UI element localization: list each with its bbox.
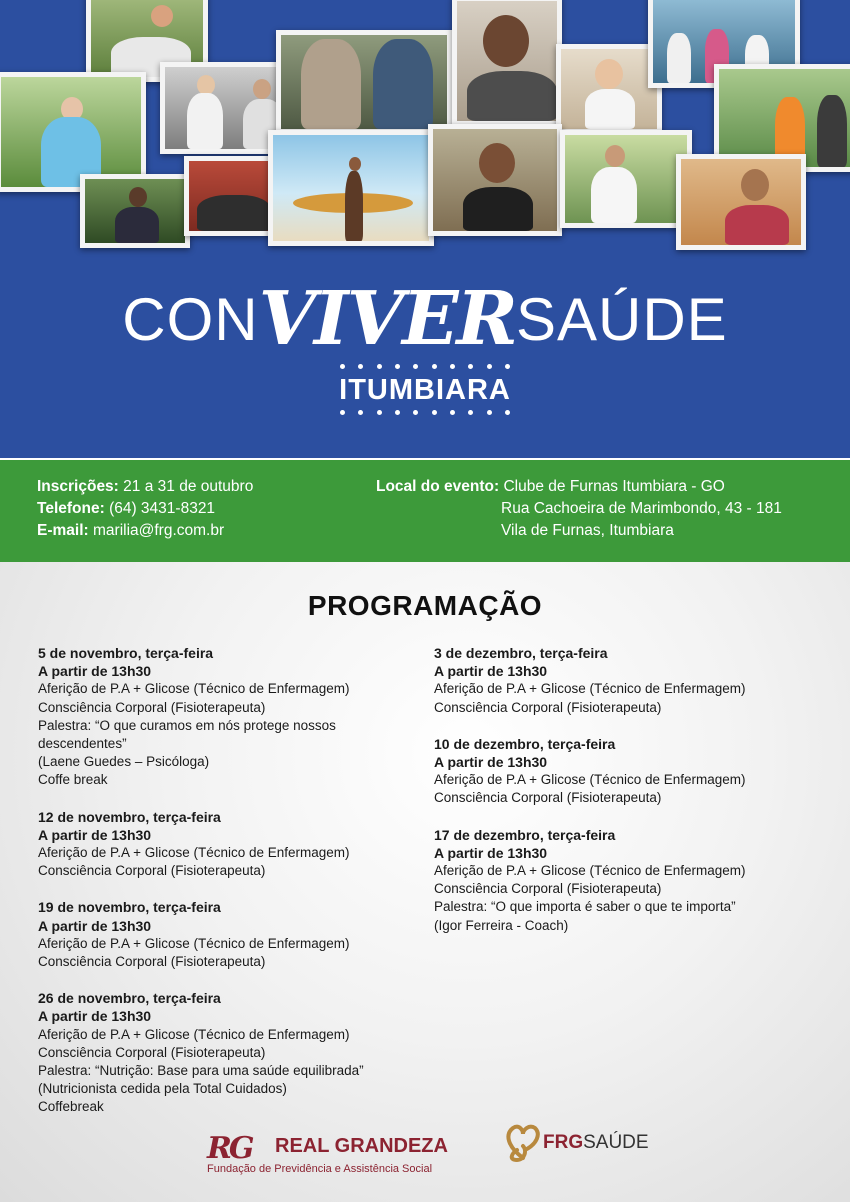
session-time: A partir de 13h30 xyxy=(38,917,152,934)
program-session xyxy=(434,644,814,717)
program-section xyxy=(0,562,850,1202)
session-time: A partir de 13h30 xyxy=(38,1008,152,1025)
program-session xyxy=(38,989,418,1116)
venue-address: Rua Cachoeira de Marimbondo, 43 - 181 xyxy=(501,500,782,517)
session-activity: (Nutricionista cedida pela Total Cuidados) xyxy=(38,1081,287,1097)
photo-man-arms-up xyxy=(80,174,190,248)
session-time: A partir de 13h30 xyxy=(38,663,152,680)
session-activity: Consciência Corporal (Fisioterapeuta) xyxy=(434,790,662,806)
title-suffix: SAÚDE xyxy=(515,286,728,353)
session-activity: Aferição de P.A + Glicose (Técnico de Enfermagem) xyxy=(434,681,746,697)
phone-label: Telefone: xyxy=(37,500,105,517)
program-session xyxy=(434,735,814,808)
frg-rest: SAÚDE xyxy=(583,1132,649,1153)
phone-line xyxy=(37,500,215,518)
session-date: 12 de novembro, terça-feira xyxy=(38,808,221,825)
photo-couple-hands xyxy=(276,30,452,134)
photo-woman-drinking xyxy=(676,154,806,250)
session-activity: Consciência Corporal (Fisioterapeuta) xyxy=(434,699,662,715)
dots-divider-top xyxy=(340,364,510,372)
venue-line-1 xyxy=(376,478,725,496)
email-link[interactable]: marilia@frg.com.br xyxy=(93,522,225,539)
session-time: A partir de 13h30 xyxy=(434,754,548,771)
session-activity: Aferição de P.A + Glicose (Técnico de Enfermagem) xyxy=(434,863,746,879)
dots-divider-bottom xyxy=(340,410,510,418)
program-column-left xyxy=(38,644,418,1135)
session-activity: Coffe break xyxy=(38,772,108,788)
session-activity: Aferição de P.A + Glicose (Técnico de Enfermagem) xyxy=(38,681,350,697)
photo-smiling-man xyxy=(452,0,562,126)
session-date: 26 de novembro, terça-feira xyxy=(38,990,221,1007)
photo-surfer xyxy=(268,130,434,246)
frg-bold: FRG xyxy=(543,1132,584,1153)
session-activity: Consciência Corporal (Fisioterapeuta) xyxy=(38,1044,266,1060)
session-date: 5 de novembro, terça-feira xyxy=(38,645,214,661)
session-date: 19 de novembro, terça-feira xyxy=(38,899,221,916)
title-highlight: VIVER xyxy=(258,276,516,362)
session-date: 10 de dezembro, terça-feira xyxy=(434,735,616,752)
session-activity: Consciência Corporal (Fisioterapeuta) xyxy=(38,954,266,970)
session-activity: Aferição de P.A + Glicose (Técnico de Enfermagem) xyxy=(38,935,350,951)
program-column-right xyxy=(434,644,814,953)
session-activity: (Igor Ferreira - Coach) xyxy=(434,917,569,933)
photo-woman-smiling xyxy=(556,44,662,134)
program-session xyxy=(38,808,418,881)
venue-label: Local do evento: xyxy=(376,478,500,495)
rg-subtitle: Fundação de Previdência e Assistência Social xyxy=(207,1163,433,1175)
real-grandeza-logo xyxy=(207,1125,447,1180)
session-activity: (Laene Guedes – Psicóloga) xyxy=(38,754,210,770)
session-date: 3 de dezembro, terça-feira xyxy=(434,645,608,661)
venue-district: Vila de Furnas, Itumbiara xyxy=(501,522,674,539)
registration-value: 21 a 31 de outubro xyxy=(123,478,254,495)
venue-name: Clube de Furnas Itumbiara - GO xyxy=(503,478,725,495)
session-activity: Coffebreak xyxy=(38,1099,104,1115)
title-prefix: CON xyxy=(122,286,259,353)
session-activity: Aferição de P.A + Glicose (Técnico de Enfermagem) xyxy=(38,1026,350,1042)
rg-name: REAL GRANDEZA xyxy=(275,1135,448,1157)
email-line xyxy=(37,522,224,540)
session-date: 17 de dezembro, terça-feira xyxy=(434,826,616,843)
program-session xyxy=(38,644,418,790)
header-banner xyxy=(0,0,850,458)
session-activity: Palestra: “Nutrição: Base para uma saúde equilibrada” xyxy=(38,1063,364,1079)
phone-value[interactable]: (64) 3431-8321 xyxy=(109,500,216,517)
photo-man-lying xyxy=(184,156,276,236)
session-activity: Aferição de P.A + Glicose (Técnico de Enfermagem) xyxy=(434,772,746,788)
frg-wordmark xyxy=(543,1132,649,1154)
registration-line xyxy=(37,478,253,496)
registration-label: Inscrições: xyxy=(37,478,119,495)
program-title: PROGRAMAÇÃO xyxy=(307,590,543,621)
session-activity: Palestra: “O que importa é saber o que te importa” xyxy=(434,899,736,915)
program-session xyxy=(38,898,418,971)
frg-saude-logo xyxy=(503,1120,653,1165)
session-time: A partir de 13h30 xyxy=(38,826,152,843)
session-activity: Aferição de P.A + Glicose (Técnico de Enfermagem) xyxy=(38,845,350,861)
session-activity: Palestra: “O que curamos em nós protege nossos descendentes” xyxy=(38,717,336,752)
photo-woman-headscarf xyxy=(428,124,562,236)
session-time: A partir de 13h30 xyxy=(434,663,548,680)
frg-heart-icon xyxy=(503,1120,543,1162)
session-activity: Consciência Corporal (Fisioterapeuta) xyxy=(38,863,266,879)
rg-mark: RG xyxy=(207,1131,252,1166)
info-bar xyxy=(0,458,850,562)
session-time: A partir de 13h30 xyxy=(434,844,548,861)
photo-man-bicycle xyxy=(560,130,692,228)
program-session xyxy=(434,826,814,935)
email-label: E-mail: xyxy=(37,522,89,539)
session-activity: Consciência Corporal (Fisioterapeuta) xyxy=(434,881,662,897)
city-name: ITUMBIARA xyxy=(339,374,511,406)
event-logo-title xyxy=(0,272,850,362)
session-activity: Consciência Corporal (Fisioterapeuta) xyxy=(38,699,266,715)
